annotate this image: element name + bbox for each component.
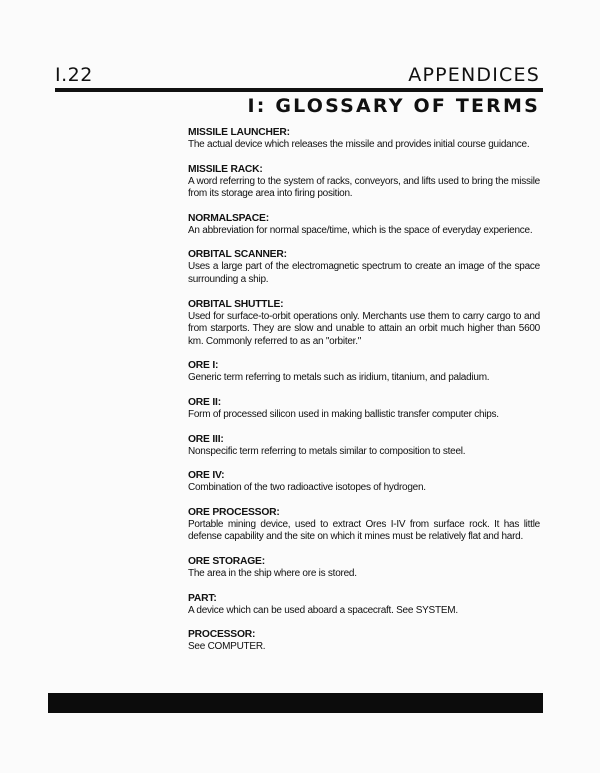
glossary-definition: Form of processed silicon used in making ballistic transfer computer chips. — [188, 408, 499, 420]
glossary-term: ORE I: — [188, 360, 219, 372]
glossary-term: ORE PROCESSOR: — [188, 506, 280, 518]
section-title: APPENDICES — [408, 64, 540, 86]
glossary-term: ORBITAL SCANNER: — [188, 249, 287, 261]
glossary-term: ORE III: — [188, 433, 224, 445]
glossary-definition: Generic term referring to metals such as iridium, titanium, and paladium. — [188, 372, 490, 384]
glossary-definition: See COMPUTER. — [188, 641, 266, 653]
glossary-list — [188, 126, 540, 665]
footer-bar — [48, 693, 543, 713]
glossary-entry — [188, 163, 540, 201]
glossary-definition: Combination of the two radioactive isotopes of hydrogen. — [188, 482, 426, 494]
glossary-term: MISSILE LAUNCHER: — [188, 127, 290, 138]
glossary-definition: The actual device which releases the missile and provides initial course guidance. — [188, 139, 530, 150]
glossary-entry — [188, 555, 540, 581]
glossary-definition: A device which can be used aboard a spacecraft. See SYSTEM. — [188, 604, 458, 616]
page-number: I.22 — [55, 64, 93, 86]
glossary-entry — [188, 126, 540, 152]
glossary-term: PROCESSOR: — [188, 629, 256, 641]
glossary-definition: An abbreviation for normal space/time, which is the space of everyday experience. — [188, 224, 533, 236]
glossary-entry — [188, 592, 540, 618]
header-rule — [55, 88, 543, 92]
glossary-entry — [188, 359, 540, 385]
glossary-entry — [188, 469, 540, 495]
glossary-definition: Uses a large part of the electromagnetic spectrum to create an image of the space surrounding a ship. — [188, 261, 540, 285]
glossary-term: ORE II: — [188, 396, 221, 408]
glossary-entry — [188, 298, 540, 349]
glossary-term: MISSILE RACK: — [188, 163, 263, 175]
glossary-definition: A word referring to the system of racks, conveyors, and lifts used to bring the missile from its storage area into firing position. — [188, 175, 540, 200]
page-title: I: GLOSSARY OF TERMS — [247, 95, 540, 117]
glossary-entry — [188, 433, 540, 459]
glossary-definition: Portable mining device, used to extract Ores I-IV from surface rock. It has little defense capability and the site on which it mines must be relatively flat and hard. — [188, 518, 540, 543]
glossary-entry — [188, 396, 540, 422]
glossary-term: PART: — [188, 592, 217, 604]
glossary-term: ORE STORAGE: — [188, 555, 265, 567]
glossary-definition: Nonspecific term referring to metals similar to composition to steel. — [188, 445, 466, 457]
glossary-term: ORBITAL SHUTTLE: — [188, 298, 284, 310]
glossary-term: NORMALSPACE: — [188, 212, 269, 224]
glossary-definition: The area in the ship where ore is stored. — [188, 567, 357, 579]
glossary-definition: Used for surface-to-orbit operations only. Merchants use them to carry cargo to and from starports. They are slow and unable to attain an orbit much higher than 5600 km. Commonly referred to as an "orbiter." — [188, 310, 540, 347]
glossary-entry — [188, 628, 540, 654]
glossary-entry — [188, 248, 540, 286]
glossary-entry — [188, 506, 540, 544]
glossary-term: ORE IV: — [188, 470, 225, 482]
glossary-entry — [188, 212, 540, 238]
